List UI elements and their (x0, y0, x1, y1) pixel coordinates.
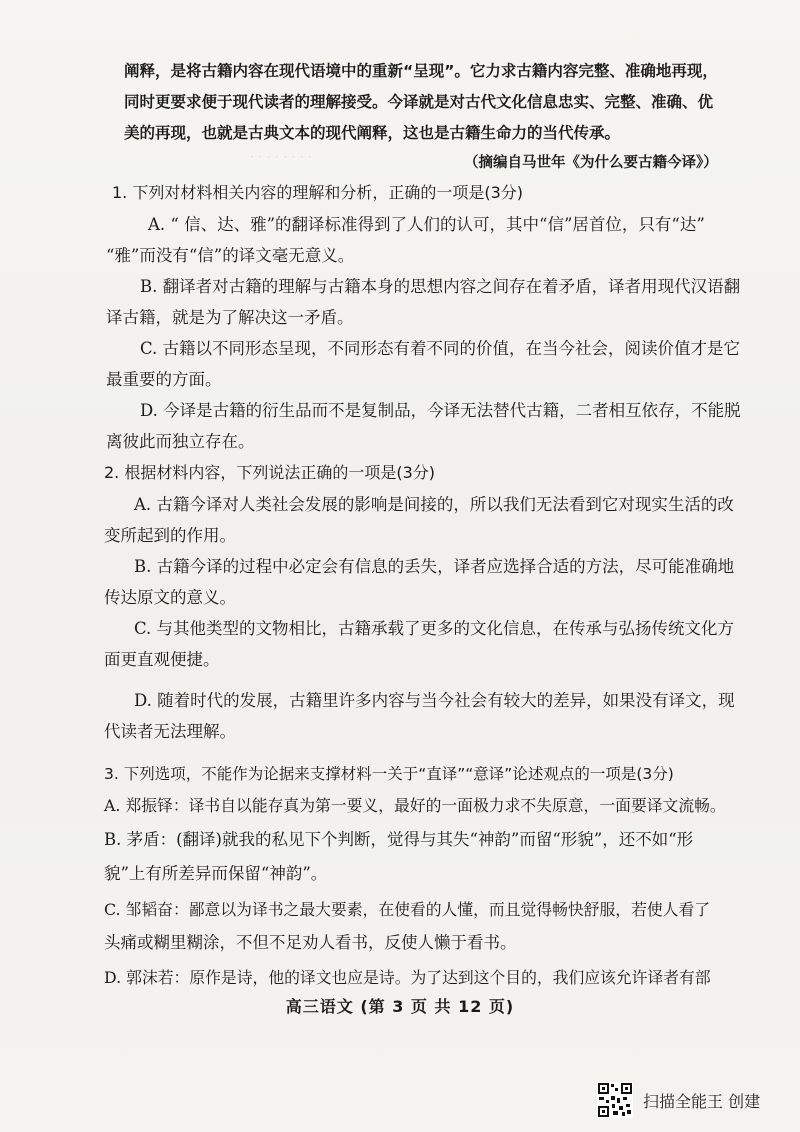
q2-option-b-line-1: B. 古籍今译的过程中必定会有信息的丢失，译者应选择合适的方法，尽可能准确地 (134, 557, 735, 576)
watermark-text: 扫描全能王 创建 (643, 1091, 761, 1111)
q3-title: 3. 下列选项，不能作为论据来支撑材料一关于“直译”“意译”论述观点的一项是(3分) (104, 765, 674, 783)
q1-option-b-line-1: B. 翻译者对古籍的理解与古籍本身的思想内容之间存在着矛盾，译者用现代汉语翻 (140, 277, 741, 296)
q1-option-b-line-2: 译古籍，就是为了解决这一矛盾。 (106, 308, 354, 327)
q1-option-a-line-2: “雅”而没有“信”的译文毫无意义。 (106, 246, 355, 265)
q3-option-d-line-1: D. 郭沫若：原作是诗，他的译文也应是诗。为了达到这个目的，我们应该允许译者有部 (104, 968, 711, 987)
q3-option-a-line-1: A. 郑振铎：译书自以能存真为第一要义，最好的一面极力求不失原意，一面要译文流畅。 (104, 796, 726, 815)
page-footer: 高三语文 (第 3 页 共 12 页) (285, 997, 515, 1016)
q3-option-b-line-2: 貌”上有所差异而保留“神韵”。 (104, 864, 328, 883)
q2-option-c-line-2: 面更直观便捷。 (104, 650, 220, 669)
intro-source: （摘编自马世年《为什么要古籍今译》） (464, 155, 718, 171)
q1-option-d-line-2: 离彼此而独立存在。 (106, 432, 255, 451)
q3-option-c-line-2: 头痛或糊里糊涂，不但不足劝人看书，反使人懒于看书。 (104, 933, 517, 952)
q1-option-d-line-1: D. 今译是古籍的衍生品而不是复制品，今译无法替代古籍，二者相互依存，不能脱 (140, 401, 741, 420)
intro-line-3: 美的再现，也就是古典文本的现代阐释，这也是古籍生命力的当代传承。 (124, 124, 621, 142)
q2-option-a-line-1: A. 古籍今译对人类社会发展的影响是间接的，所以我们无法看到它对现实生活的改 (134, 495, 734, 514)
q3-option-b-line-1: B. 茅盾：(翻译)就我的私见下个判断，觉得与其失“神韵”而留“形貌”，还不如“形 (104, 830, 694, 849)
intro-line-1: 阐释，是将古籍内容在现代语境中的重新“呈现”。它力求古籍内容完整、准确地再现， (124, 62, 718, 80)
q2-option-d-line-2: 代读者无法理解。 (104, 722, 236, 741)
qr-code-icon (597, 1082, 633, 1118)
q2-option-c-line-1: C. 与其他类型的文物相比，古籍承载了更多的文化信息，在传承与弘扬传统文化方 (134, 619, 735, 638)
scanner-watermark (597, 1082, 760, 1118)
q1-title: 1. 下列对材料相关内容的理解和分析，正确的一项是(3分) (112, 183, 524, 202)
intro-line-2: 同时更要求便于现代读者的理解接受。今译就是对古代文化信息忠实、完整、准确、优 (124, 93, 714, 111)
q1-option-a-line-1: A. “ 信、达、雅”的翻译标准得到了人们的认可，其中“信”居首位，只有“达” (148, 215, 705, 234)
q3-option-c-line-1: C. 邹韬奋：鄙意以为译书之最大要素，在使看的人懂，而且觉得畅快舒服，若使人看了 (104, 900, 711, 919)
bleed-through: · · · · · · · · (250, 150, 312, 165)
q2-option-b-line-2: 传达原文的意义。 (104, 588, 236, 607)
q2-title: 2. 根据材料内容，下列说法正确的一项是(3分) (104, 463, 436, 482)
q1-option-c-line-2: 最重要的方面。 (106, 370, 222, 389)
q2-option-a-line-2: 变所起到的作用。 (104, 526, 236, 545)
q1-option-c-line-1: C. 古籍以不同形态呈现，不同形态有着不同的价值，在当今社会，阅读价值才是它 (140, 339, 741, 358)
q2-option-d-line-1: D. 随着时代的发展，古籍里许多内容与当今社会有较大的差异，如果没有译文，现 (134, 691, 735, 710)
